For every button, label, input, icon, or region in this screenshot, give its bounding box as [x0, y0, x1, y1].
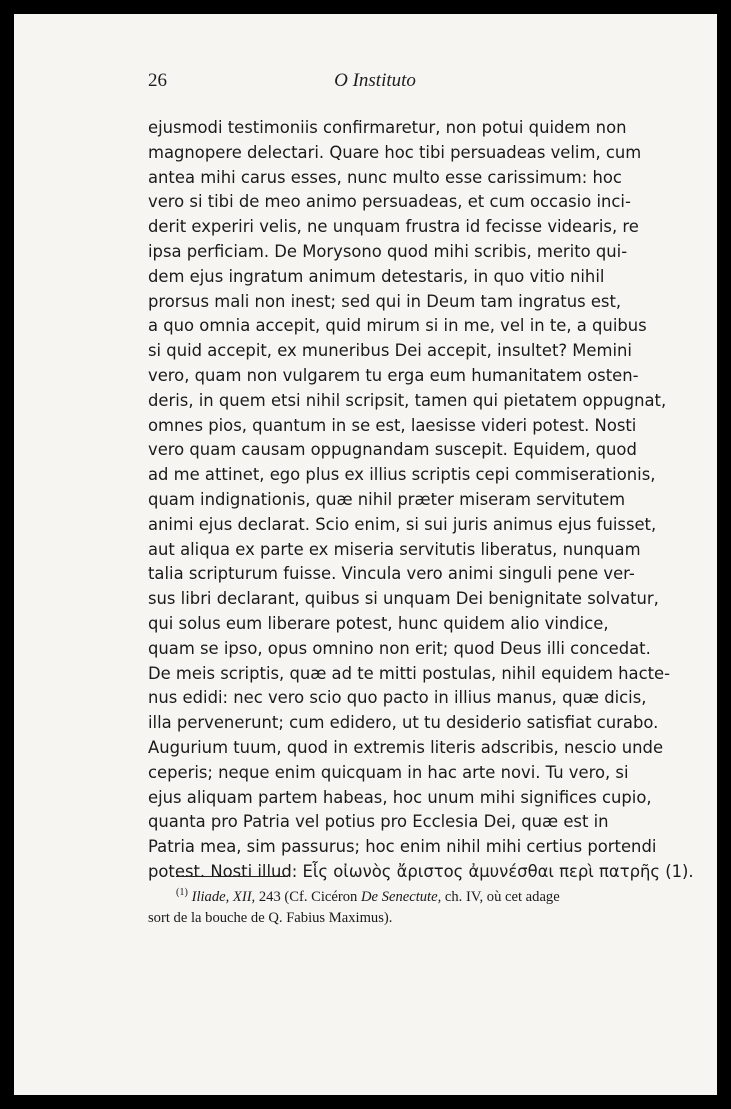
text-line: quanta pro Patria vel potius pro Ecclesia Dei, quæ est in — [148, 812, 609, 832]
book-page — [14, 14, 717, 1095]
text-line: vero, quam non vulgarem tu erga eum humanitatem osten- — [148, 365, 639, 385]
text-line: antea mihi carus esses, nunc multo esse carissimum: hoc — [148, 167, 622, 187]
running-title: O Instituto — [334, 70, 416, 91]
footnote-ref: ch. IV, où cet adage — [441, 889, 560, 905]
text-line: ejusmodi testimoniis confirmaretur, non potui quidem non — [148, 118, 627, 137]
text-line: vero quam causam oppugnandam suscepit. Equidem, quod — [148, 440, 637, 460]
text-line: animi ejus declarat. Scio enim, si sui juris animus ejus fuisset, — [148, 514, 657, 534]
text-line: illa pervenerunt; cum edidero, ut tu desiderio satisfiat curabo. — [148, 713, 659, 733]
text-line: magnopere delectari. Quare hoc tibi persuadeas velim, cum — [148, 142, 642, 162]
text-line: Patria mea, sim passurus; hoc enim nihil mihi certius portendi — [148, 837, 657, 857]
footnote-work-title: De Senectute, — [361, 889, 442, 905]
body-text — [148, 116, 694, 885]
text-line: deris, in quem etsi nihil scripsit, tamen qui pietatem oppugnat, — [148, 390, 667, 410]
footnote-marker: (1) — [176, 887, 188, 899]
text-line: omnes pios, quantum in se est, laesisse videri potest. Nosti — [148, 415, 637, 435]
text-line: vero si tibi de meo animo persuadeas, et cum occasio inci- — [148, 192, 631, 212]
footnote-work-title: Iliade, XII, — [191, 889, 256, 905]
text-line: De meis scriptis, quæ ad te mitti postulas, nihil equidem hacte- — [148, 663, 671, 683]
text-line: Augurium tuum, quod in extremis literis adscribis, nescio unde — [148, 737, 664, 757]
footnote-line: sort de la bouche de Q. Fabius Maximus). — [148, 910, 393, 926]
text-line: aut aliqua ex parte ex miseria servitutis liberatus, nunquam — [148, 539, 641, 559]
text-line: ipsa perficiam. De Morysono quod mihi scribis, merito qui- — [148, 241, 628, 261]
page-number: 26 — [148, 70, 167, 91]
text-line: talia scripturum fuisse. Vincula vero animi singuli pene ver- — [148, 564, 635, 584]
page-header — [148, 70, 602, 100]
text-line: ad me attinet, ego plus ex illius scriptis cepi commiserationis, — [148, 465, 656, 485]
text-line: ejus aliquam partem habeas, hoc unum mihi significes cupio, — [148, 787, 652, 807]
footnote-rule — [176, 876, 288, 877]
text-line: si quid accepit, ex muneribus Dei accepit, insultet? Memini — [148, 341, 632, 361]
footnote-ref: 243 (Cf. Cicéron — [255, 889, 361, 905]
text-line: potest. Nosti illud: Εἷς οἰωνὸς ἄριστος ἀμυνέσθαι περὶ πατρῆς (1). — [148, 861, 694, 881]
footnote-line — [148, 887, 602, 908]
text-line: sus libri declarant, quibus si unquam Dei benignitate solvatur, — [148, 589, 659, 609]
text-line: quam se ipso, opus omnino non erit; quod Deus illi concedat. — [148, 638, 651, 658]
text-line: qui solus eum liberare potest, hunc quidem alio vindice, — [148, 613, 609, 633]
text-line: ceperis; neque enim quicquam in hac arte novi. Tu vero, si — [148, 762, 629, 782]
text-line: prorsus mali non inest; sed qui in Deum tam ingratus est, — [148, 291, 622, 311]
footnote — [148, 887, 602, 929]
text-line: derit experiri velis, ne unquam frustra id fecisse videaris, re — [148, 217, 639, 237]
text-line: a quo omnia accepit, quid mirum si in me, vel in te, a quibus — [148, 316, 647, 336]
text-line: quam indignationis, quæ nihil præter miseram servitutem — [148, 489, 626, 509]
text-line: dem ejus ingratum animum detestaris, in quo vitio nihil — [148, 266, 605, 286]
text-line: nus edidi: nec vero scio quo pacto in illius manus, quæ dicis, — [148, 688, 647, 708]
